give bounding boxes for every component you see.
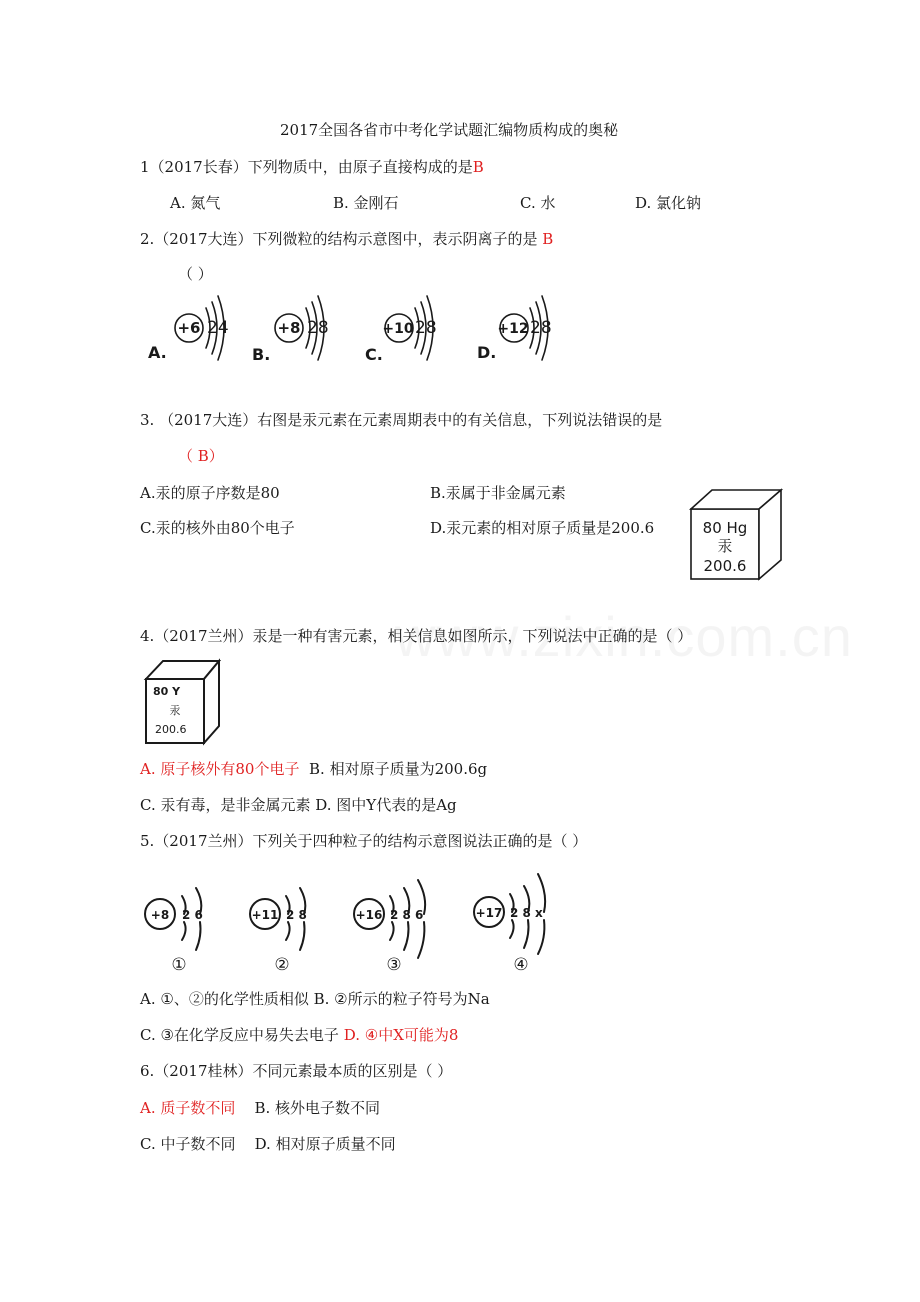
q2c-nucleus: +10 xyxy=(382,321,414,337)
q1-option-c: C. 水 xyxy=(520,194,556,212)
q6-option-d: D. 相对原子质量不同 xyxy=(254,1135,396,1153)
q4-option-a: A. 原子核外有80个电子 xyxy=(140,760,300,778)
q5-option-b: B. ②所示的粒子符号为Na xyxy=(313,990,490,1008)
question-2-text: 2.（2017大连）下列微粒的结构示意图中，表示阴离子的是 xyxy=(140,230,538,248)
q5-3-shells: 2 8 6 xyxy=(390,908,424,922)
q2b-label: B. xyxy=(252,345,271,364)
q6-options-ab xyxy=(140,1098,380,1118)
q5-4-nucleus: +17 xyxy=(475,906,503,920)
q5-options-cd xyxy=(140,1025,458,1045)
q5-1-label: ① xyxy=(171,955,187,975)
q5-1-shells: 2 6 xyxy=(182,908,203,922)
q2d-label: D. xyxy=(477,343,497,362)
q5-option-c: C. ③在化学反应中易失去电子 xyxy=(140,1026,339,1044)
q6-options-cd xyxy=(140,1134,396,1154)
question-3-stem: 3. （2017大连）右图是汞元素在元素周期表中的有关信息，下列说法错误的是 xyxy=(140,411,663,429)
q4-element-name: 汞 xyxy=(169,704,181,717)
q2a-nucleus: +6 xyxy=(177,319,201,337)
q2a-label: A. xyxy=(148,343,167,362)
q5-3-nucleus: +16 xyxy=(355,908,383,922)
question-2-answer: B xyxy=(542,230,554,248)
q5-option-d: D. ④中X可能为8 xyxy=(343,1026,459,1044)
q3-element-number-symbol: 80 Hg xyxy=(702,519,748,537)
question-1-text: 1（2017长春）下列物质中，由原子直接构成的是 xyxy=(140,158,473,176)
q6-option-a: A. 质子数不同 xyxy=(140,1099,236,1117)
q2-atom-diagrams xyxy=(140,292,570,367)
q3-option-c: C.汞的核外由80个电子 xyxy=(140,519,295,537)
q4-option-d: D. 图中Y代表的是Ag xyxy=(315,796,457,814)
q3-element-cube xyxy=(688,487,786,583)
q1-option-d: D. 氯化钠 xyxy=(635,194,702,212)
q5-3-label: ③ xyxy=(386,955,402,975)
q3-element-name: 汞 xyxy=(717,537,733,555)
q4-element-cube xyxy=(143,658,223,746)
question-3-answer: （ B） xyxy=(178,447,224,465)
q3-option-b: B.汞属于非金属元素 xyxy=(430,484,566,502)
q5-option-a: A. ①、②的化学性质相似 xyxy=(140,990,309,1008)
page-title: 2017全国各省市中考化学试题汇编物质构成的奥秘 xyxy=(280,121,619,139)
q2b-nucleus: +8 xyxy=(277,319,301,337)
question-1-stem xyxy=(140,157,484,177)
q4-option-b: B. 相对原子质量为200.6g xyxy=(309,760,488,778)
q6-option-b: B. 核外电子数不同 xyxy=(254,1099,381,1117)
q4-element-number-symbol: 80 Y xyxy=(153,685,181,698)
q5-1-nucleus: +8 xyxy=(150,908,170,922)
q5-options-ab xyxy=(140,989,490,1009)
q4-option-c: C. 汞有毒，是非金属元素 xyxy=(140,796,311,814)
q2d-shells: 28 xyxy=(530,318,552,338)
q1-option-a: A. 氮气 xyxy=(170,194,221,212)
question-2-stem xyxy=(140,229,553,249)
q3-option-a: A.汞的原子序数是80 xyxy=(140,484,280,502)
q2c-shells: 28 xyxy=(415,318,437,338)
question-2-blank: （ ） xyxy=(178,265,213,283)
question-6-stem: 6.（2017桂林）不同元素最本质的区别是（ ） xyxy=(140,1062,453,1080)
question-4-stem: 4.（2017兰州）汞是一种有害元素，相关信息如图所示，下列说法中正确的是（ ） xyxy=(140,627,693,645)
q2b-shells: 28 xyxy=(307,318,329,338)
question-1-answer: B xyxy=(472,158,484,176)
q5-4-shells: 2 8 x xyxy=(510,906,543,920)
question-5-stem: 5.（2017兰州）下列关于四种粒子的结构示意图说法正确的是（ ） xyxy=(140,832,588,850)
q4-element-mass: 200.6 xyxy=(155,723,187,736)
q5-atom-diagrams xyxy=(140,862,560,977)
q5-2-nucleus: +11 xyxy=(251,908,279,922)
q4-options-cd xyxy=(140,795,457,815)
q6-option-c: C. 中子数不同 xyxy=(140,1135,236,1153)
q3-element-mass: 200.6 xyxy=(703,557,747,575)
q4-options-ab xyxy=(140,759,487,779)
q5-2-shells: 2 8 xyxy=(286,908,307,922)
q2d-nucleus: +12 xyxy=(497,321,529,337)
q1-option-b: B. 金刚石 xyxy=(333,194,399,212)
q2a-shells: 24 xyxy=(207,318,229,338)
q2c-label: C. xyxy=(365,345,383,364)
q5-4-label: ④ xyxy=(513,955,529,975)
q5-2-label: ② xyxy=(274,955,290,975)
q3-option-d: D.汞元素的相对原子质量是200.6 xyxy=(430,519,655,537)
